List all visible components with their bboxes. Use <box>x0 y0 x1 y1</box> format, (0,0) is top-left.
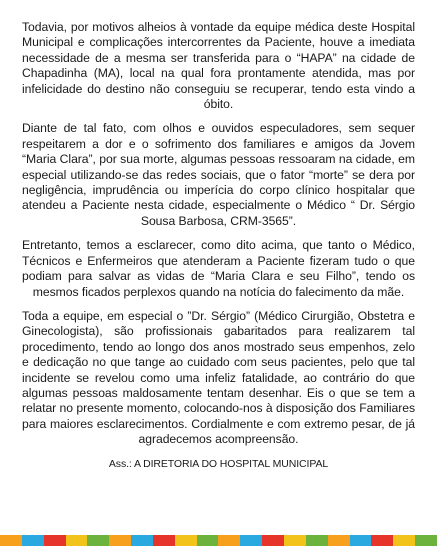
document-body <box>22 20 415 470</box>
color-stripe-segment <box>350 535 372 546</box>
color-stripe-segment <box>218 535 240 546</box>
color-stripe-segment <box>109 535 131 546</box>
color-stripe-segment <box>0 535 22 546</box>
color-stripe-segment <box>22 535 44 546</box>
color-stripe-footer <box>0 535 437 546</box>
paragraph: Todavia, por motivos alheios à vontade da equipe médica deste Hospital Municipal e complicações intercorrentes da Paciente, houve a imediata necessidade de a mesma ser transferida para o “HAPA” na cidade de Chapadinha (MA), local na qual fora prontamente atendida, mas por infelicidade do destino não conseguiu se recuperar, tendo esta vindo a óbito. <box>22 20 415 112</box>
signature-line: Ass.: A DIRETORIA DO HOSPITAL MUNICIPAL <box>108 457 329 470</box>
paragraph: Entretanto, temos a esclarecer, como dito acima, que tanto o Médico, Técnicos e Enfermeiros que atenderam a Paciente fizeram tudo o que podiam para salvar as vidas de “Maria Clara e seu Filho”, tendo os mesmos ficados perplexos quando na notícia do falecimento da mãe. <box>22 238 415 299</box>
color-stripe-segment <box>284 535 306 546</box>
color-stripe-segment <box>371 535 393 546</box>
color-stripe-segment <box>415 535 437 546</box>
color-stripe-segment <box>131 535 153 546</box>
color-stripe-segment <box>306 535 328 546</box>
color-stripe-segment <box>262 535 284 546</box>
color-stripe-segment <box>240 535 262 546</box>
paragraph: Diante de tal fato, com olhos e ouvidos especuladores, sem sequer respeitarem a dor e o sofrimento dos familiares e amigos da Jovem “Maria Clara”, por sua morte, algumas pessoas ressoaram na cidade, em especial utilizando-se das redes sociais, que o fator “morte” se dera por negligência, imprudência ou imperícia do corpo clínico hospitalar que atendeu a Paciente nesta cidade, especialmente o Médico “ Dr. Sérgio Sousa Barbosa, CRM-3565”. <box>22 121 415 228</box>
color-stripe-segment <box>393 535 415 546</box>
color-stripe-segment <box>197 535 219 546</box>
color-stripe-segment <box>66 535 88 546</box>
color-stripe-segment <box>44 535 66 546</box>
paragraph: Toda a equipe, em especial o ”Dr. Sérgio” (Médico Cirurgião, Obstetra e Ginecologista), são profissionais gabaritados para realizarem tal procedimento, tendo ao longo dos anos mostrado seus empenhos, zelo e dedicação no que tange ao cuidado com seus pacientes, pelo que tal incidente se revelou como uma infeliz fatalidade, ao contrário do que algumas pessoas maldosamente tentam desenhar. Eis o que se tem a relatar no presente momento, colocando-nos à disposição dos Familiares para maiores esclarecimentos. Cordialmente e com extremo pesar, de já agradecemos acompreensão. <box>22 308 415 447</box>
color-stripe-segment <box>328 535 350 546</box>
color-stripe-segment <box>153 535 175 546</box>
color-stripe-segment <box>87 535 109 546</box>
color-stripe-segment <box>175 535 197 546</box>
